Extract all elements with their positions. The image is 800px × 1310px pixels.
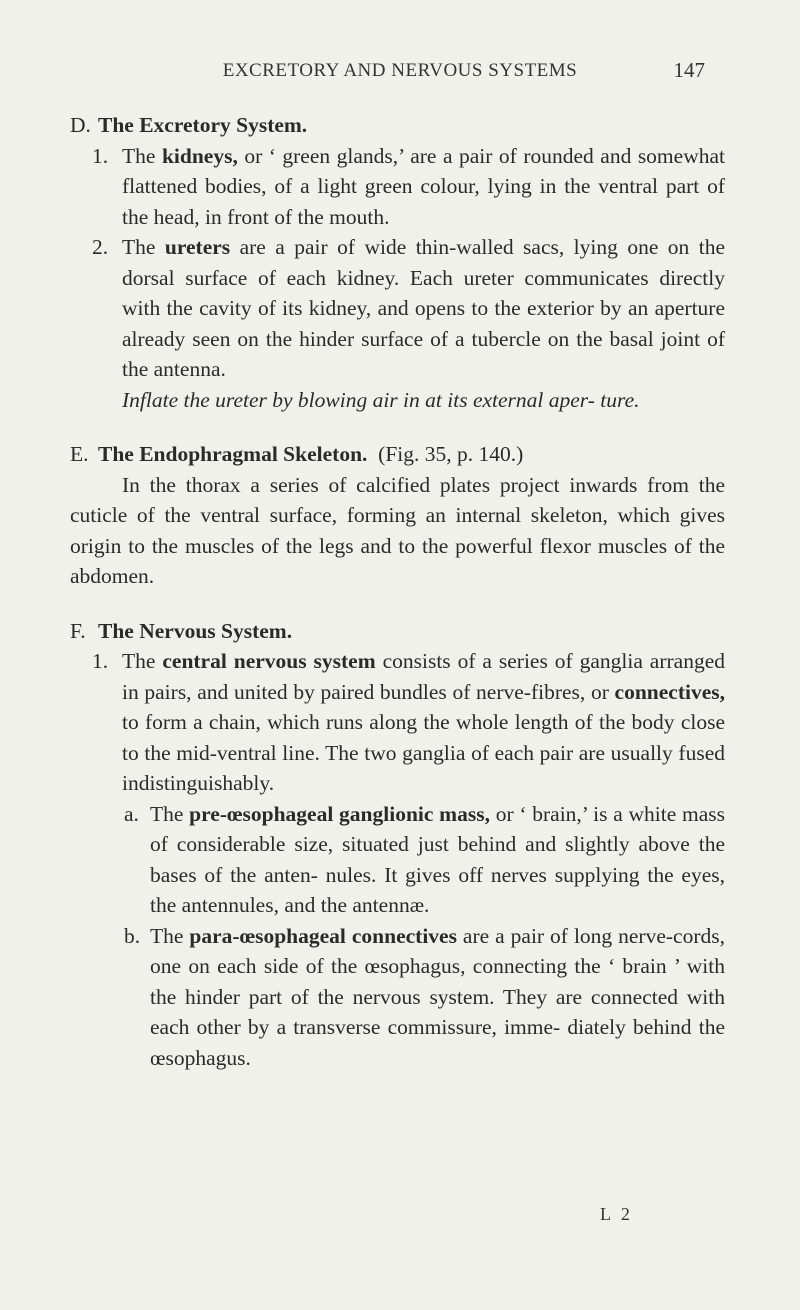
item-text-pre: The bbox=[150, 801, 190, 826]
subitem-letter: a. bbox=[124, 801, 139, 826]
section-title: The Excretory System. bbox=[98, 113, 308, 137]
item-text-post: are a pair of wide thin-walled sacs, lying one on the dorsal surface of each kidney. Each ureter communicates directly with the cavity of its kidney, and opens to the exterior by an aperture already seen on the hinder surface of a tubercle on the basal joint of the antenna. bbox=[122, 235, 725, 381]
item-text-post: or ‘ green glands,’ are a pair of rounded and somewhat flattened bodies, of a light green colour, lying in the ventral part of the head, in front of the mouth. bbox=[122, 143, 725, 229]
section-letter: D. bbox=[70, 113, 91, 137]
item-text-post: to form a chain, which runs along the whole length of the body close to the mid-ventral line. The two ganglia of each pair are usually fused indistinguishably. bbox=[122, 710, 725, 795]
section-d-item-2 bbox=[70, 232, 725, 385]
item-number: 1. bbox=[92, 143, 109, 168]
running-head: EXCRETORY AND NERVOUS SYSTEMS bbox=[222, 60, 578, 81]
section-title: The Nervous System. bbox=[98, 618, 293, 643]
item-text-pre: The bbox=[122, 649, 163, 673]
item-text-pre: The bbox=[122, 235, 165, 259]
spacer bbox=[70, 415, 725, 439]
subitem-letter: b. bbox=[124, 923, 141, 948]
section-d-heading bbox=[70, 110, 725, 141]
section-title: The Endophragmal Skeleton. bbox=[98, 442, 368, 466]
item-text-post: or ‘ brain,’ is a white mass of considerable size, situated just behind and slightly above the bases of the anten- nules. It gives off nerves supplying the eyes, the antennules, and the antennæ. bbox=[150, 801, 725, 917]
spacer bbox=[70, 592, 725, 616]
section-f-item-1 bbox=[70, 646, 725, 799]
term-bold: central nervous system bbox=[162, 649, 376, 673]
section-f-subitem-a bbox=[70, 799, 725, 921]
term-bold: connectives, bbox=[614, 679, 725, 704]
section-e-paragraph: In the thorax a series of calcified plates project inwards from the cuticle of the ventral surface, forming an internal skeleton, which gives origin to the muscles of the legs and to the powerful flexor muscles of the abdomen. bbox=[70, 472, 725, 588]
section-letter: E. bbox=[70, 442, 89, 466]
item-text-pre: The bbox=[150, 923, 190, 948]
section-f-heading bbox=[70, 616, 725, 647]
page-number: 147 bbox=[673, 58, 705, 82]
section-d-item-1 bbox=[70, 141, 725, 233]
term-bold: pre-œsophageal ganglionic mass, bbox=[189, 801, 490, 826]
term-bold: kidneys, bbox=[161, 143, 238, 168]
item-text-pre: The bbox=[122, 143, 162, 168]
item-number: 1. bbox=[92, 649, 109, 673]
figure-reference: (Fig. 35, p. 140.) bbox=[378, 442, 524, 466]
signature-mark: L 2 bbox=[600, 1204, 633, 1224]
item-number: 2. bbox=[92, 235, 109, 259]
section-letter: F. bbox=[70, 618, 86, 643]
section-d-instruction: Inflate the ureter by blowing air in at its external aper- ture. bbox=[122, 387, 640, 412]
term-bold: para-œsophageal connectives bbox=[189, 923, 457, 948]
section-e-heading bbox=[70, 439, 725, 470]
term-bold: ureters bbox=[164, 235, 231, 259]
item-text-mid: consists of a series of ganglia arranged in pairs, and united by paired bundles of nerve-fibres, or bbox=[122, 649, 725, 704]
body-text bbox=[70, 110, 725, 1073]
section-f-subitem-b bbox=[70, 921, 725, 1074]
item-text-post: are a pair of long nerve-cords, one on each side of the œsophagus, connecting the ‘ brain ’ with the hinder part of the nervous system. They are connected with each other by a transverse commissure, imme- diately behind the œsophagus. bbox=[150, 923, 725, 1070]
